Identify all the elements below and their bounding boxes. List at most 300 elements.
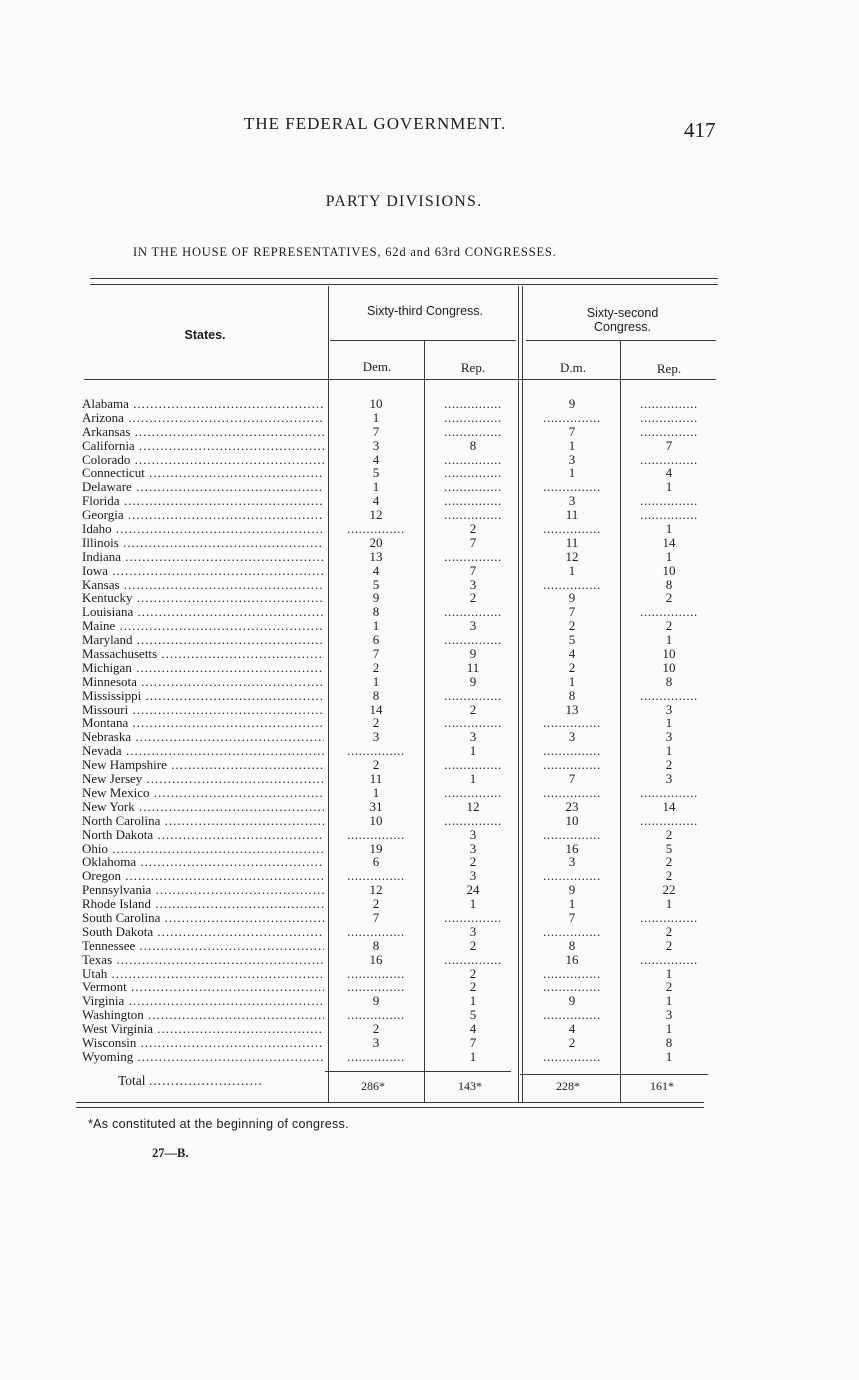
table-row: [76, 967, 716, 981]
table-row: [76, 508, 716, 522]
header-bottom-rule: [84, 379, 716, 380]
cell-d63: 12: [369, 507, 383, 523]
table-row: [76, 716, 716, 730]
cell-r63: [430, 425, 516, 439]
cell-d63: 16: [369, 951, 383, 967]
total-rule-63: [325, 1071, 511, 1072]
cell-d63: 2: [372, 896, 380, 912]
cell-r63: 9: [469, 673, 477, 689]
cell-d62: [528, 980, 616, 994]
cell-d63: 1: [372, 618, 380, 634]
table-row: [76, 564, 716, 578]
table-row: [76, 633, 716, 647]
cell-r62: 5: [665, 840, 673, 856]
cell-r62: 8: [665, 576, 673, 592]
state-name: Nevada .....: [82, 744, 324, 758]
table-row: [76, 1008, 716, 1022]
cell-d63: 10: [369, 812, 383, 828]
cell-r63: [430, 716, 516, 730]
cell-r62: 3: [665, 729, 673, 745]
cell-d63: [334, 967, 418, 981]
table-row: [76, 744, 716, 758]
state-name: Kansas .....: [82, 578, 324, 592]
col-header-dem-63: Dem.: [362, 359, 392, 374]
cell-r63: [430, 411, 516, 425]
page-title: PARTY DIVISIONS.: [325, 193, 483, 210]
cell-d63: 2: [372, 757, 380, 773]
cell-d62: 11: [565, 507, 579, 523]
cell-r62: [624, 911, 714, 925]
cell-r62: 10: [662, 646, 676, 662]
cell-r62: 2: [665, 979, 673, 995]
cell-d62: 8: [568, 937, 576, 953]
cell-d63: 14: [369, 701, 383, 717]
cell-r62: 2: [665, 937, 673, 953]
state-name: South Carolina .....: [82, 911, 324, 925]
table-row: [76, 994, 716, 1008]
cell-r62: [624, 953, 714, 967]
cell-d63: [334, 925, 418, 939]
running-title: THE FEDERAL GOVERNMENT.: [244, 114, 507, 133]
cell-r63: [430, 508, 516, 522]
cell-d63: 6: [372, 632, 380, 648]
state-name: Washington .....: [82, 1008, 324, 1022]
col-header-rep-62: Rep.: [656, 361, 682, 376]
cell-d62: [528, 1050, 616, 1064]
cell-d63: 7: [372, 646, 380, 662]
cell-r62: 4: [665, 465, 673, 481]
cell-d63: 20: [369, 534, 383, 550]
table-row: [76, 855, 716, 869]
cell-d62: 10: [565, 812, 579, 828]
cell-r62: [624, 494, 714, 508]
cell-d63: 1: [372, 784, 380, 800]
table-row: [76, 591, 716, 605]
table-row: [76, 605, 716, 619]
table-row: [76, 550, 716, 564]
cell-r62: 14: [662, 798, 676, 814]
group-header-62: Sixty-second Congress.: [586, 306, 659, 334]
cell-d63: 8: [372, 687, 380, 703]
table-row: [76, 675, 716, 689]
state-name: Oregon .....: [82, 869, 324, 883]
cell-d62: 9: [568, 396, 576, 411]
state-name: Mississippi .....: [82, 689, 324, 703]
cell-d62: 1: [568, 437, 576, 453]
table-row: [76, 758, 716, 772]
cell-d63: 6: [372, 854, 380, 870]
cell-d62: 2: [568, 659, 576, 675]
cell-d63: 1: [372, 479, 380, 495]
cell-d63: 10: [369, 396, 383, 411]
cell-r63: 5: [469, 1007, 477, 1023]
state-name: Texas .....: [82, 953, 324, 967]
table-row: [76, 397, 716, 411]
cell-d62: 4: [568, 646, 576, 662]
total-label: Total ..........................: [118, 1073, 263, 1088]
cell-d63: 9: [372, 993, 380, 1009]
cell-d63: 3: [372, 437, 380, 453]
cell-d62: 1: [568, 673, 576, 689]
cell-r62: [624, 508, 714, 522]
total-dem-62: 228*: [556, 1079, 580, 1093]
cell-r62: 1: [665, 1021, 673, 1037]
cell-d62: [528, 480, 616, 494]
state-name: Maine .....: [82, 619, 324, 633]
cell-r63: 2: [469, 965, 477, 981]
cell-r63: 7: [469, 562, 477, 578]
cell-d62: [528, 758, 616, 772]
table-row: [76, 772, 716, 786]
cell-d62: 13: [565, 701, 579, 717]
cell-r63: 12: [466, 798, 480, 814]
cell-r63: 2: [469, 521, 477, 537]
state-name: Wisconsin .....: [82, 1036, 324, 1050]
table-row: [76, 689, 716, 703]
footnote: *As constituted at the beginning of congress.: [88, 1117, 349, 1131]
cell-r62: 1: [665, 715, 673, 731]
cell-r63: 3: [469, 840, 477, 856]
group-rule-63: [330, 340, 516, 341]
top-rule-double: [90, 284, 718, 285]
cell-r62: 1: [665, 479, 673, 495]
state-name: Florida .....: [82, 494, 324, 508]
cell-d62: 16: [565, 951, 579, 967]
bottom-rule: [76, 1102, 704, 1103]
cell-r63: [430, 758, 516, 772]
cell-r62: 2: [665, 923, 673, 939]
cell-r62: 1: [665, 743, 673, 759]
cell-r63: 3: [469, 576, 477, 592]
state-name: Virginia .....: [82, 994, 324, 1008]
cell-r62: 2: [665, 868, 673, 884]
cell-d62: 7: [568, 771, 576, 787]
table-row: [76, 425, 716, 439]
state-name: Idaho .....: [82, 522, 324, 536]
state-name: Indiana .....: [82, 550, 324, 564]
state-name: Montana .....: [82, 716, 324, 730]
cell-r63: 24: [466, 882, 480, 898]
cell-d62: 2: [568, 618, 576, 634]
table-row: [76, 522, 716, 536]
state-name: Rhode Island .....: [82, 897, 324, 911]
cell-r63: [430, 786, 516, 800]
cell-r62: 3: [665, 771, 673, 787]
state-name: North Dakota .....: [82, 828, 324, 842]
cell-d63: 5: [372, 465, 380, 481]
cell-r62: 7: [665, 437, 673, 453]
cell-d62: [528, 411, 616, 425]
state-name: Alabama .....: [82, 397, 324, 411]
cell-r63: 7: [469, 1034, 477, 1050]
group-header-63: Sixty-third Congress.: [366, 304, 483, 318]
state-name: Connecticut .....: [82, 466, 324, 480]
cell-d63: [334, 744, 418, 758]
cell-d63: 19: [369, 840, 383, 856]
top-rule: [90, 278, 718, 279]
cell-d62: [528, 869, 616, 883]
state-name: Utah .....: [82, 967, 324, 981]
cell-r62: 3: [665, 701, 673, 717]
state-name: Michigan .....: [82, 661, 324, 675]
state-name: Ohio .....: [82, 842, 324, 856]
cell-d63: 5: [372, 576, 380, 592]
table-row: [76, 828, 716, 842]
cell-r63: [430, 953, 516, 967]
cell-r62: [624, 786, 714, 800]
cell-d63: 4: [372, 493, 380, 509]
cell-r63: 1: [469, 896, 477, 912]
table-row: [76, 1036, 716, 1050]
cell-r62: [624, 453, 714, 467]
cell-d63: 2: [372, 715, 380, 731]
states-header: States.: [184, 328, 226, 342]
state-name: California .....: [82, 439, 324, 453]
cell-r62: [624, 814, 714, 828]
table-row: [76, 786, 716, 800]
cell-d63: [334, 1050, 418, 1064]
state-name: Wyoming .....: [82, 1050, 324, 1064]
cell-r62: 2: [665, 618, 673, 634]
state-name: Nebraska .....: [82, 730, 324, 744]
cell-r62: 10: [662, 562, 676, 578]
cell-r63: [430, 494, 516, 508]
cell-r62: [624, 689, 714, 703]
table-row: [76, 800, 716, 814]
cell-d62: [528, 716, 616, 730]
cell-d63: [334, 522, 418, 536]
table-row: [76, 869, 716, 883]
page-subtitle: IN THE HOUSE OF REPRESENTATIVES, 62d and 63rd CONGRESSES.: [133, 245, 557, 259]
cell-d63: 7: [372, 423, 380, 439]
cell-r62: [624, 425, 714, 439]
table-row: [76, 619, 716, 633]
cell-r63: [430, 480, 516, 494]
page-number: 417: [684, 118, 716, 142]
cell-d63: 11: [369, 771, 383, 787]
state-name: Colorado .....: [82, 453, 324, 467]
cell-r63: 9: [469, 646, 477, 662]
table-row: [76, 466, 716, 480]
cell-d62: 4: [568, 1021, 576, 1037]
table-row: [76, 980, 716, 994]
cell-d63: 12: [369, 882, 383, 898]
cell-d62: 1: [568, 465, 576, 481]
cell-d63: 4: [372, 451, 380, 467]
state-name: Louisiana .....: [82, 605, 324, 619]
cell-r63: [430, 550, 516, 564]
cell-r63: 2: [469, 590, 477, 606]
cell-d62: [528, 967, 616, 981]
cell-d62: [528, 744, 616, 758]
state-name: Oklahoma .....: [82, 855, 324, 869]
cell-r63: 1: [469, 1048, 477, 1064]
cell-r62: 1: [665, 632, 673, 648]
cell-d62: 9: [568, 590, 576, 606]
state-name: Vermont .....: [82, 980, 324, 994]
table-row: [76, 911, 716, 925]
cell-d63: 7: [372, 909, 380, 925]
state-name: Arizona .....: [82, 411, 324, 425]
cell-r62: 10: [662, 659, 676, 675]
cell-d62: 2: [568, 1034, 576, 1050]
cell-r63: 3: [469, 826, 477, 842]
cell-r63: 3: [469, 923, 477, 939]
table-row: [76, 661, 716, 675]
cell-r63: 2: [469, 937, 477, 953]
state-name: Minnesota .....: [82, 675, 324, 689]
cell-d62: [528, 828, 616, 842]
cell-d63: 2: [372, 1021, 380, 1037]
cell-r62: 2: [665, 826, 673, 842]
cell-d62: 1: [568, 562, 576, 578]
state-name: New York .....: [82, 800, 324, 814]
cell-d62: 5: [568, 632, 576, 648]
cell-r63: 2: [469, 854, 477, 870]
cell-r62: 2: [665, 854, 673, 870]
state-name: New Jersey .....: [82, 772, 324, 786]
total-dem-63: 286*: [361, 1079, 385, 1093]
cell-r62: 2: [665, 757, 673, 773]
cell-r62: [624, 411, 714, 425]
cell-d62: 3: [568, 451, 576, 467]
state-name: North Carolina .....: [82, 814, 324, 828]
table-row: [76, 703, 716, 717]
table-row: [76, 411, 716, 425]
total-rep-63: 143*: [458, 1079, 482, 1093]
group-rule-62: [526, 340, 716, 341]
cell-d62: [528, 925, 616, 939]
cell-r63: [430, 466, 516, 480]
table-row: [76, 453, 716, 467]
cell-r62: [624, 605, 714, 619]
cell-d62: 1: [568, 896, 576, 912]
cell-d62: [528, 522, 616, 536]
table-row: [76, 883, 716, 897]
cell-d62: [528, 578, 616, 592]
table-body: [76, 397, 716, 1064]
table-row: [76, 578, 716, 592]
col-header-dem-62: D.m.: [560, 360, 586, 375]
table-row: [76, 1022, 716, 1036]
table-row: [76, 494, 716, 508]
cell-d63: [334, 980, 418, 994]
cell-d63: 13: [369, 548, 383, 564]
cell-r62: 1: [665, 993, 673, 1009]
cell-r63: [430, 689, 516, 703]
cell-d62: 12: [565, 548, 579, 564]
table-row: [76, 536, 716, 550]
cell-r63: 1: [469, 993, 477, 1009]
cell-d63: [334, 828, 418, 842]
cell-r62: 14: [662, 534, 676, 550]
cell-d63: 1: [372, 409, 380, 425]
table-row: [76, 842, 716, 856]
cell-r63: [430, 911, 516, 925]
table-row: [76, 730, 716, 744]
cell-r63: 3: [469, 618, 477, 634]
cell-d62: 9: [568, 882, 576, 898]
cell-r62: 3: [665, 1007, 673, 1023]
cell-r63: 2: [469, 701, 477, 717]
cell-r62: 1: [665, 896, 673, 912]
cell-d63: [334, 1008, 418, 1022]
cell-r63: [430, 453, 516, 467]
cell-r62: 2: [665, 590, 673, 606]
cell-d63: 3: [372, 1034, 380, 1050]
cell-r63: [430, 605, 516, 619]
cell-r62: 1: [665, 1048, 673, 1064]
state-name: Pennsylvania .....: [82, 883, 324, 897]
cell-r63: 3: [469, 729, 477, 745]
cell-r62: [624, 397, 714, 411]
state-name: Maryland .....: [82, 633, 324, 647]
cell-r62: 8: [665, 673, 673, 689]
state-name: Georgia .....: [82, 508, 324, 522]
table-row: [76, 897, 716, 911]
cell-r63: [430, 814, 516, 828]
cell-r62: 1: [665, 965, 673, 981]
cell-r63: 3: [469, 868, 477, 884]
cell-d62: 9: [568, 993, 576, 1009]
bottom-rule-double: [76, 1107, 704, 1108]
cell-r62: 1: [665, 548, 673, 564]
cell-r63: 7: [469, 534, 477, 550]
cell-d63: 2: [372, 659, 380, 675]
cell-d62: 7: [568, 604, 576, 620]
cell-d62: 3: [568, 854, 576, 870]
state-name: Kentucky .....: [82, 591, 324, 605]
table-row: [76, 480, 716, 494]
cell-d62: 23: [565, 798, 579, 814]
cell-r62: 8: [665, 1034, 673, 1050]
cell-d62: 3: [568, 729, 576, 745]
state-name: New Mexico .....: [82, 786, 324, 800]
state-name: Tennessee .....: [82, 939, 324, 953]
table-row: [76, 1050, 716, 1064]
state-name: Arkansas .....: [82, 425, 324, 439]
cell-r63: 8: [469, 437, 477, 453]
state-name: Iowa .....: [82, 564, 324, 578]
table-row: [76, 439, 716, 453]
cell-r62: 22: [662, 882, 676, 898]
cell-r63: [430, 633, 516, 647]
cell-d63: 4: [372, 562, 380, 578]
col-header-rep-63: Rep.: [460, 360, 486, 375]
cell-d63: 31: [369, 798, 383, 814]
cell-d63: 9: [372, 590, 380, 606]
total-rep-62: 161*: [650, 1079, 674, 1093]
table-row: [76, 953, 716, 967]
state-name: South Dakota .....: [82, 925, 324, 939]
state-name: Delaware .....: [82, 480, 324, 494]
cell-r63: 4: [469, 1021, 477, 1037]
cell-r63: 2: [469, 979, 477, 995]
cell-r63: [430, 397, 516, 411]
cell-d63: 3: [372, 729, 380, 745]
cell-d62: 3: [568, 493, 576, 509]
cell-d62: 7: [568, 423, 576, 439]
cell-d62: 11: [565, 534, 579, 550]
total-rule-62: [520, 1074, 708, 1075]
state-name: Massachusetts .....: [82, 647, 324, 661]
cell-d62: 16: [565, 840, 579, 856]
cell-d62: [528, 786, 616, 800]
table-row: [76, 925, 716, 939]
cell-r63: 11: [466, 659, 480, 675]
cell-r62: 1: [665, 521, 673, 537]
cell-d63: [334, 869, 418, 883]
